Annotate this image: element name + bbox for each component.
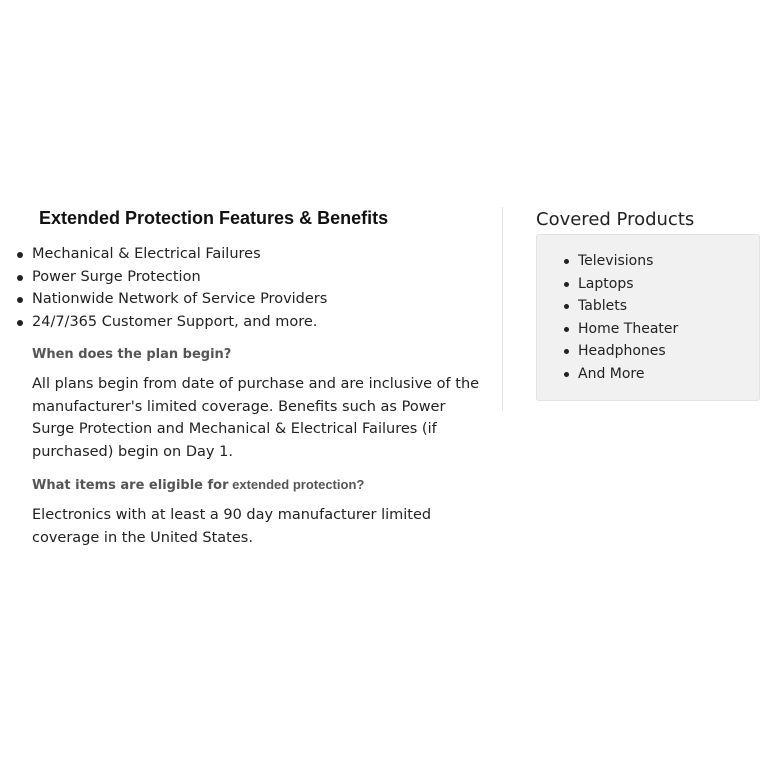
faq-answer-eligible-items: Electronics with at least a 90 day manufacturer limited coverage in the United States. [32, 507, 432, 546]
feature-item: 24/7/365 Customer Support, and more. [14, 311, 494, 334]
covered-product-item: Home Theater [563, 318, 759, 341]
feature-item: Power Surge Protection [14, 266, 494, 289]
covered-products-box [536, 234, 760, 401]
features-section [14, 205, 494, 549]
covered-product-item: Laptops [563, 273, 759, 296]
faq-question-eligible-part2: extended protection? [228, 477, 365, 492]
features-title-part2: Features & Benefits [214, 208, 389, 228]
faq-question-eligible-items [32, 475, 494, 496]
faq-question-eligible-part1: What items are eligible for [32, 478, 229, 493]
features-title-part1: Extended Protection [39, 208, 215, 228]
covered-products-list [563, 250, 759, 385]
covered-product-item: Headphones [563, 340, 759, 363]
column-divider [502, 207, 503, 411]
faq-question-plan-begin: When does the plan begin? [32, 347, 232, 362]
covered-product-item: Tablets [563, 295, 759, 318]
covered-product-item: And More [563, 363, 759, 386]
covered-product-item: Televisions [563, 250, 759, 273]
faq-answer-plan-begin: All plans begin from date of purchase and are inclusive of the manufacturer's limited coverage. Benefits such as Power Surge Protection and Mechanical & Electrical Failures (if purchased) begin on Day 1. [32, 376, 480, 460]
features-list [14, 243, 494, 333]
covered-products-section [536, 206, 760, 401]
features-title [39, 205, 494, 231]
feature-item: Nationwide Network of Service Providers [14, 288, 494, 311]
feature-item: Mechanical & Electrical Failures [14, 243, 494, 266]
covered-products-title: Covered Products [536, 209, 695, 230]
